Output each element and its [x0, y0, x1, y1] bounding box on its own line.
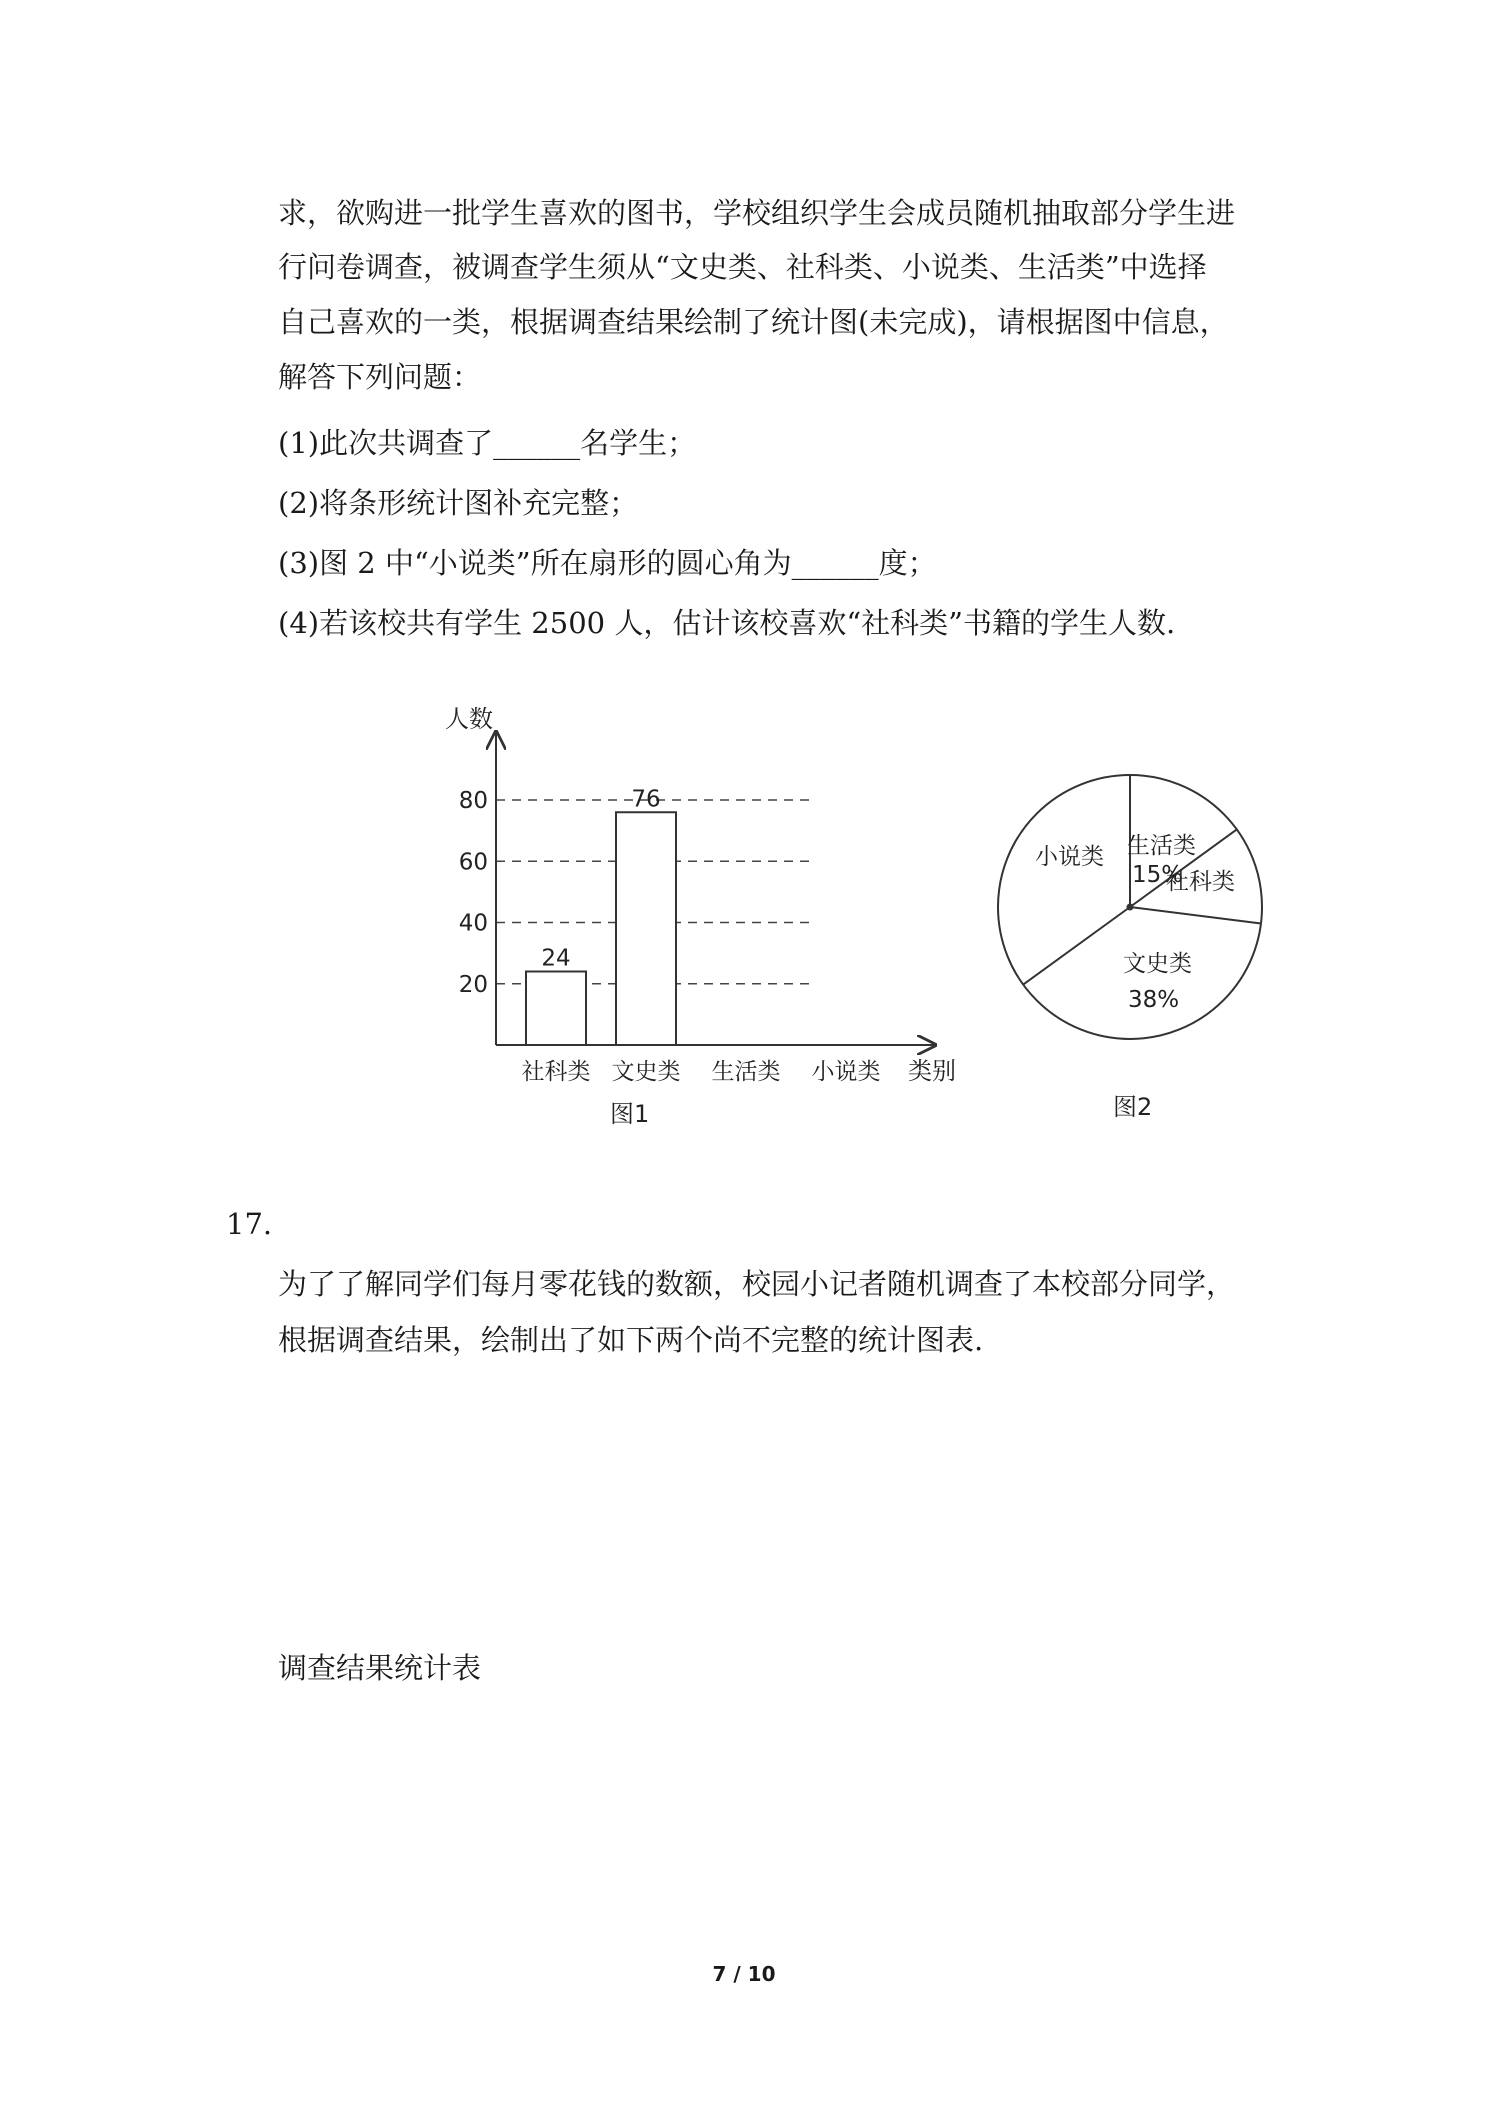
q16-part-1: (1)此次共调查了______名学生；: [278, 426, 697, 460]
figure-1-caption: 图1: [610, 1100, 650, 1128]
q16-line-1: 求，欲购进一批学生喜欢的图书，学校组织学生会成员随机抽取部分学生进: [278, 196, 1236, 230]
slice-percent-wenshi: 38%: [1128, 987, 1180, 1013]
bars: [526, 812, 676, 1045]
q16-part-4: (4)若该校共有学生 2500 人，估计该校喜欢“社科类”书籍的学生人数.: [278, 606, 1176, 640]
y-tick-20: 20: [458, 971, 488, 998]
q16-line-2: 行问卷调查，被调查学生须从“文史类、社科类、小说类、生活类”中选择: [278, 250, 1207, 284]
q16-line-4: 解答下列问题：: [278, 360, 482, 394]
y-tick-labels: [459, 788, 488, 998]
y-tick-40: 40: [458, 910, 488, 937]
y-tick-80: 80: [458, 788, 488, 814]
bar-value-label-0: 24: [541, 945, 571, 972]
bar-1: [616, 812, 676, 1045]
figure-2-caption: 图2: [1113, 1093, 1153, 1121]
slice-label-wenshi: 文史类: [1123, 951, 1192, 977]
q17-line-2: 根据调查结果，绘制出了如下两个尚不完整的统计图表.: [278, 1323, 984, 1357]
bar-value-label-1: 76: [631, 786, 661, 813]
y-tick-60: 60: [458, 849, 488, 876]
q17-number: 17.: [226, 1207, 273, 1241]
slice-label-sheke: 社科类: [1166, 869, 1235, 895]
x-tick-1: 文史类: [611, 1059, 681, 1085]
x-tick-labels: [522, 1059, 881, 1085]
x-tick-0: 社科类: [521, 1059, 591, 1085]
q16-part-3: (3)图 2 中“小说类”所在扇形的圆心角为______度；: [278, 546, 937, 580]
slice-label-xiaoshuo: 小说类: [1035, 844, 1104, 870]
pie-radius-3: [1023, 907, 1130, 985]
x-tick-3: 小说类: [811, 1059, 881, 1085]
q16-line-3: 自己喜欢的一类，根据调查结果绘制了统计图(未完成)，请根据图中信息，: [278, 305, 1229, 339]
q16-part-2: (2)将条形统计图补充完整；: [278, 486, 639, 520]
pie-chart: [998, 775, 1262, 1121]
q17-line-1: 为了了解同学们每月零花钱的数额，校园小记者随机调查了本校部分同学，: [278, 1267, 1236, 1301]
page-number: 7 / 10: [712, 1962, 776, 1986]
y-axis-label: 人数: [445, 705, 493, 733]
x-tick-2: 生活类: [711, 1059, 781, 1085]
table-caption: 调查结果统计表: [278, 1651, 482, 1685]
bar-0: [526, 972, 586, 1046]
slice-label-shenghuo: 生活类: [1127, 833, 1196, 859]
bar-chart: [445, 705, 956, 1128]
slice-percent-shenghuo: 15%: [1132, 862, 1184, 888]
pie-radius-2: [1130, 907, 1261, 924]
x-axis-label: 类别: [908, 1057, 956, 1085]
pie-center-dot: [1127, 904, 1134, 911]
